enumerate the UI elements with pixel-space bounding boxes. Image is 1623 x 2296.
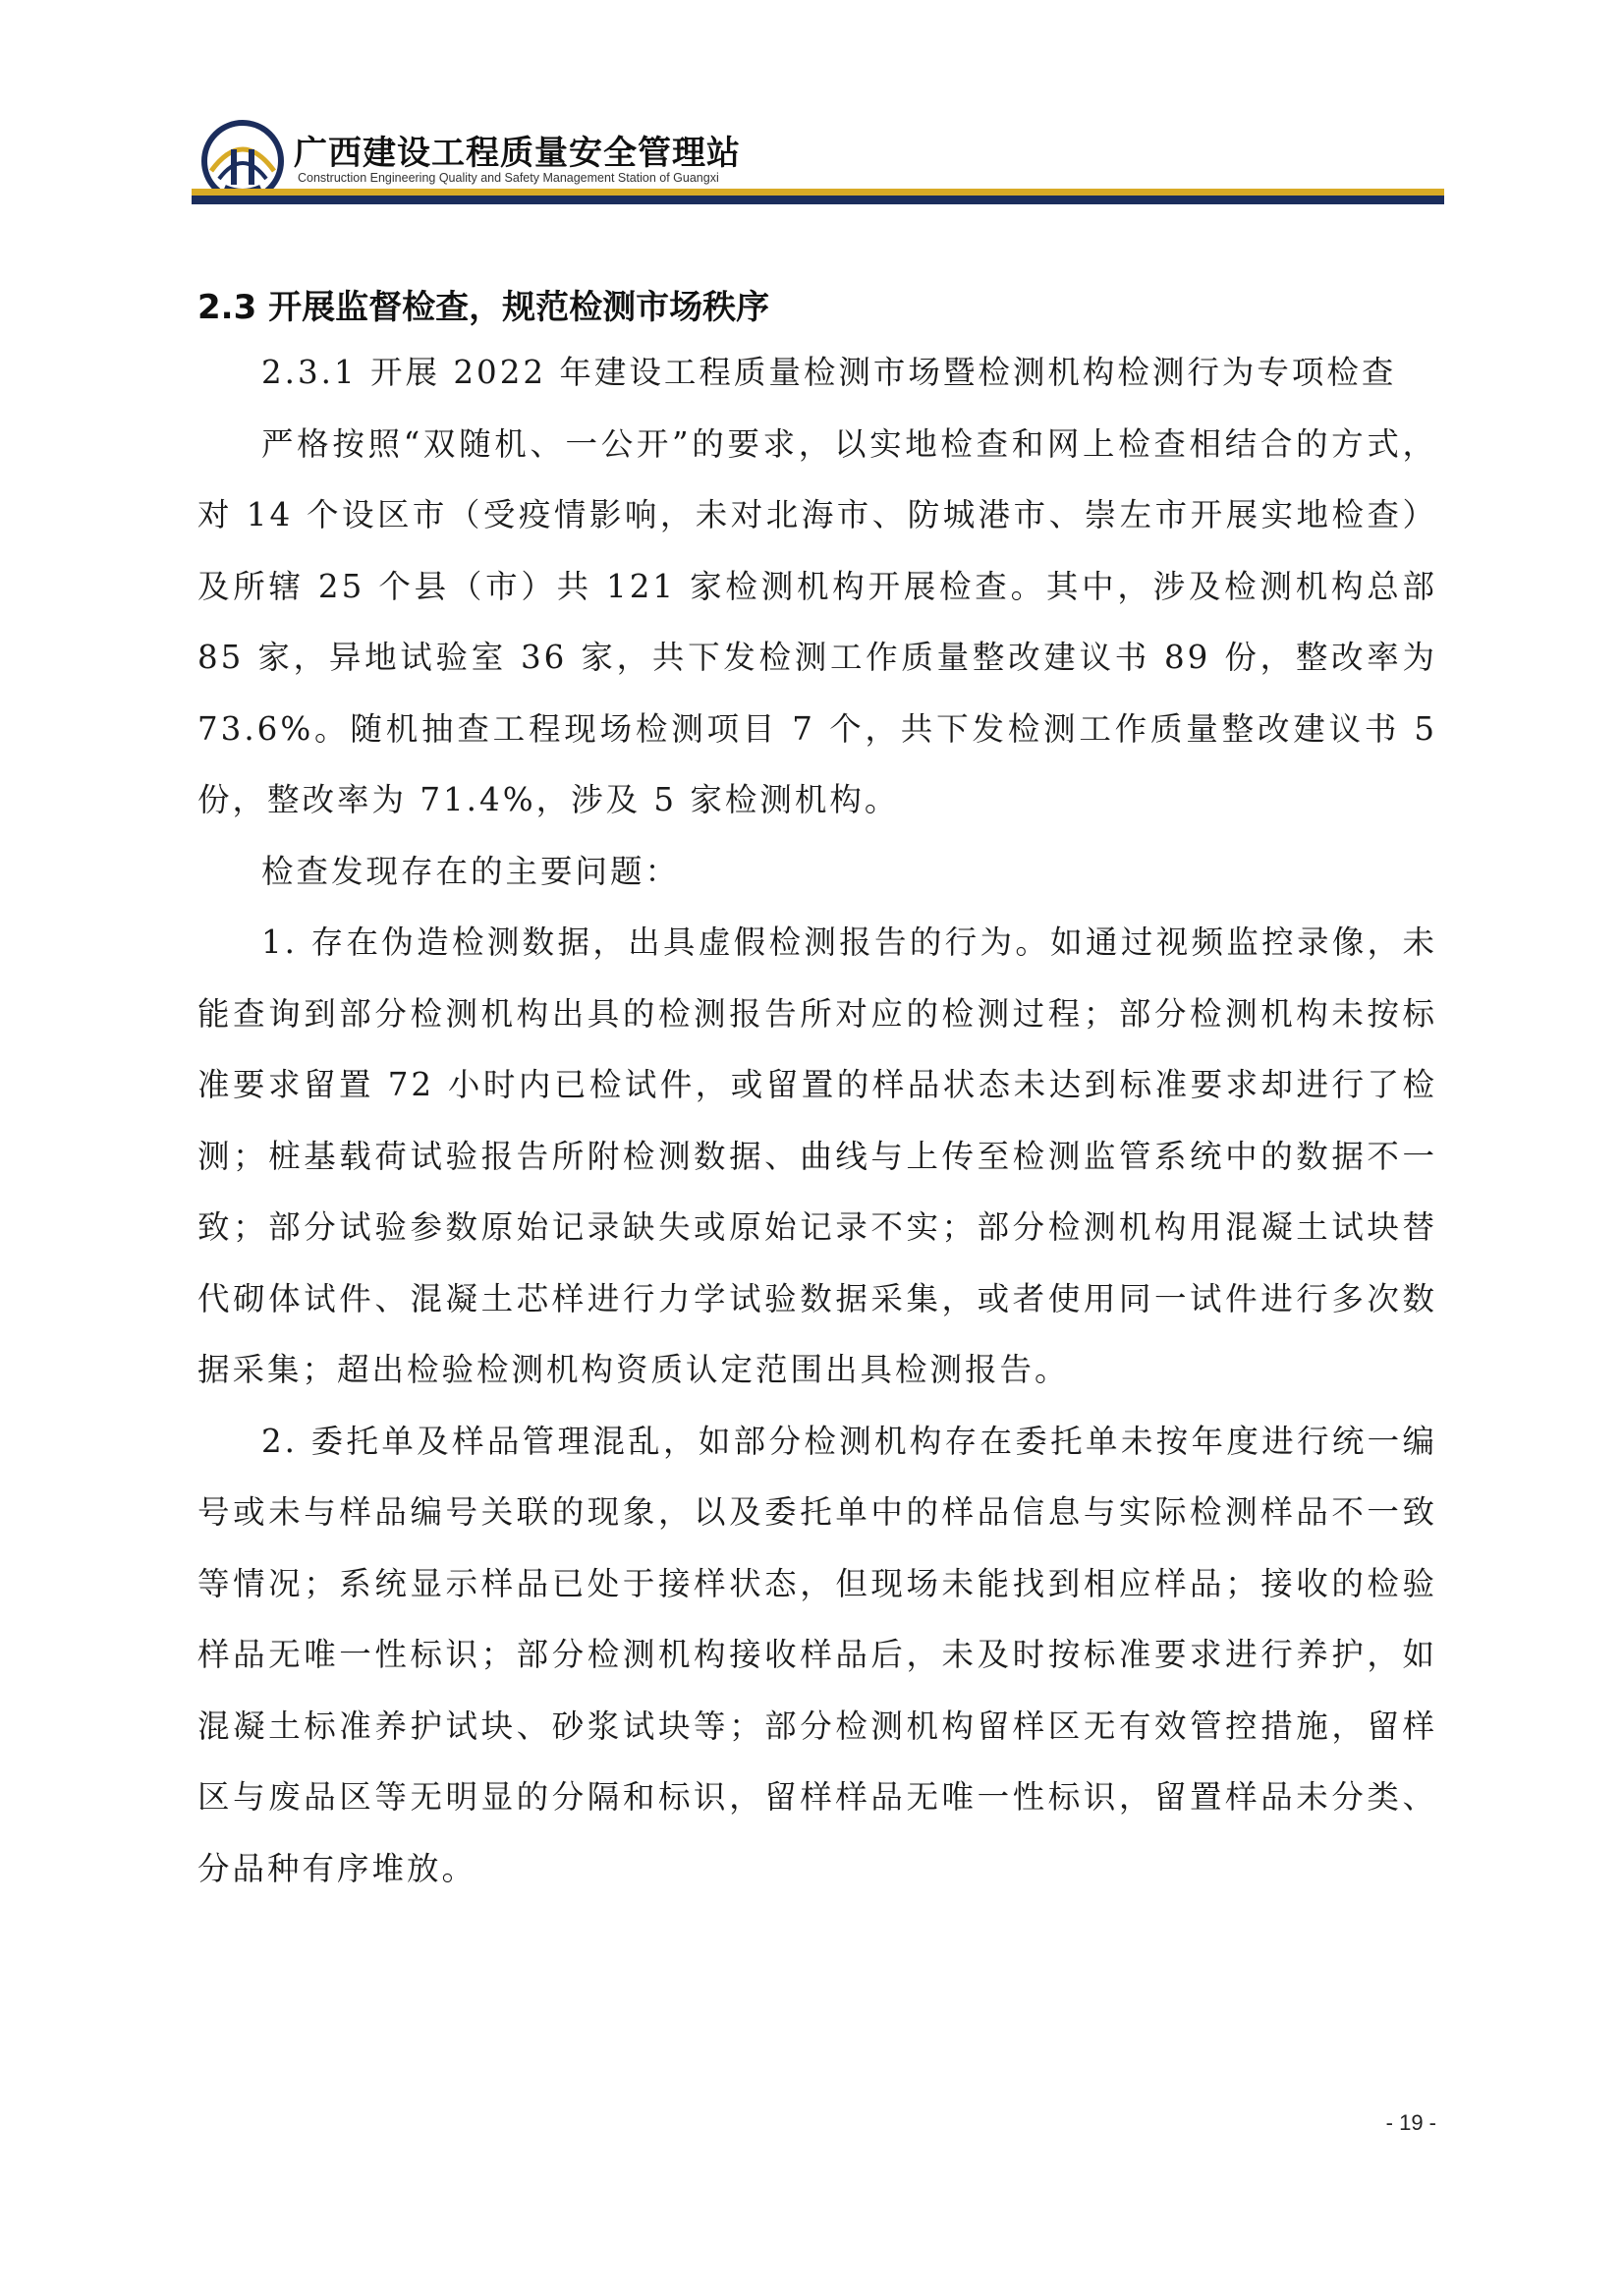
paragraph-problem-2: 2. 委托单及样品管理混乱，如部分检测机构存在委托单未按年度进行统一编号或未与样品编号关联的现象，以及委托单中的样品信息与实际检测样品不一致等情况；系统显示样品已处于接样状态，但现场未能找到相应样品；接收的检验样品无唯一性标识；部分检测机构接收样品后，未及时按标准要求进行养护，如混凝土标准养护试块、砂浆试块等；部分检测机构留样区无有效管控措施，留样区与废品区等无明显的分隔和标识，留样样品无唯一性标识，留置样品未分类、分品种有序堆放。 bbox=[197, 1422, 1437, 1887]
subsection-heading: 2.3.1 开展 2022 年建设工程质量检测市场暨检测机构检测行为专项检查 bbox=[261, 354, 1397, 391]
paragraph-problems-intro: 检查发现存在的主要问题： bbox=[261, 852, 681, 890]
header-rule-gold bbox=[192, 189, 1444, 196]
header-rule-navy bbox=[192, 196, 1444, 204]
organization-name-english: Construction Engineering Quality and Safety Management Station of Guangxi bbox=[298, 171, 719, 185]
page-header bbox=[192, 106, 1444, 209]
page-body bbox=[197, 280, 1437, 1904]
paragraph-overview: 严格按照“双随机、一公开”的要求，以实地检查和网上检查相结合的方式，对 14 个设区市（受疫情影响，未对北海市、防城港市、崇左市开展实地检查）及所辖 25 个县（市）共 121 家检测机构开展检查。其中，涉及检测机构总部 85 家，异地试验室 36 家，共下发检测工作质量整改建议书 89 份，整改率为 73.6%。随机抽查工程现场检测项目 7 个，共下发检测工作质量整改建议书 5 份，整改率为 71.4%，涉及 5 家检测机构。 bbox=[197, 424, 1437, 818]
paragraph-problem-1: 1. 存在伪造检测数据，出具虚假检测报告的行为。如通过视频监控录像，未能查询到部分检测机构出具的检测报告所对应的检测过程；部分检测机构未按标准要求留置 72 小时内已检试件，或留置的样品状态未达到标准要求却进行了检测；桩基载荷试验报告所附检测数据、曲线与上传至检测监管系统中的数据不一致；部分试验参数原始记录缺失或原始记录不实；部分检测机构用混凝土试块替代砌体试件、混凝土芯样进行力学试验数据采集，或者使用同一试件进行多次数据采集；超出检验检测机构资质认定范围出具检测报告。 bbox=[197, 924, 1437, 1388]
organization-name: 广西建设工程质量安全管理站 bbox=[294, 134, 741, 173]
page-number: - 19 - bbox=[1385, 2110, 1436, 2135]
section-heading: 2.3 开展监督检查，规范检测市场秩序 bbox=[197, 288, 770, 327]
